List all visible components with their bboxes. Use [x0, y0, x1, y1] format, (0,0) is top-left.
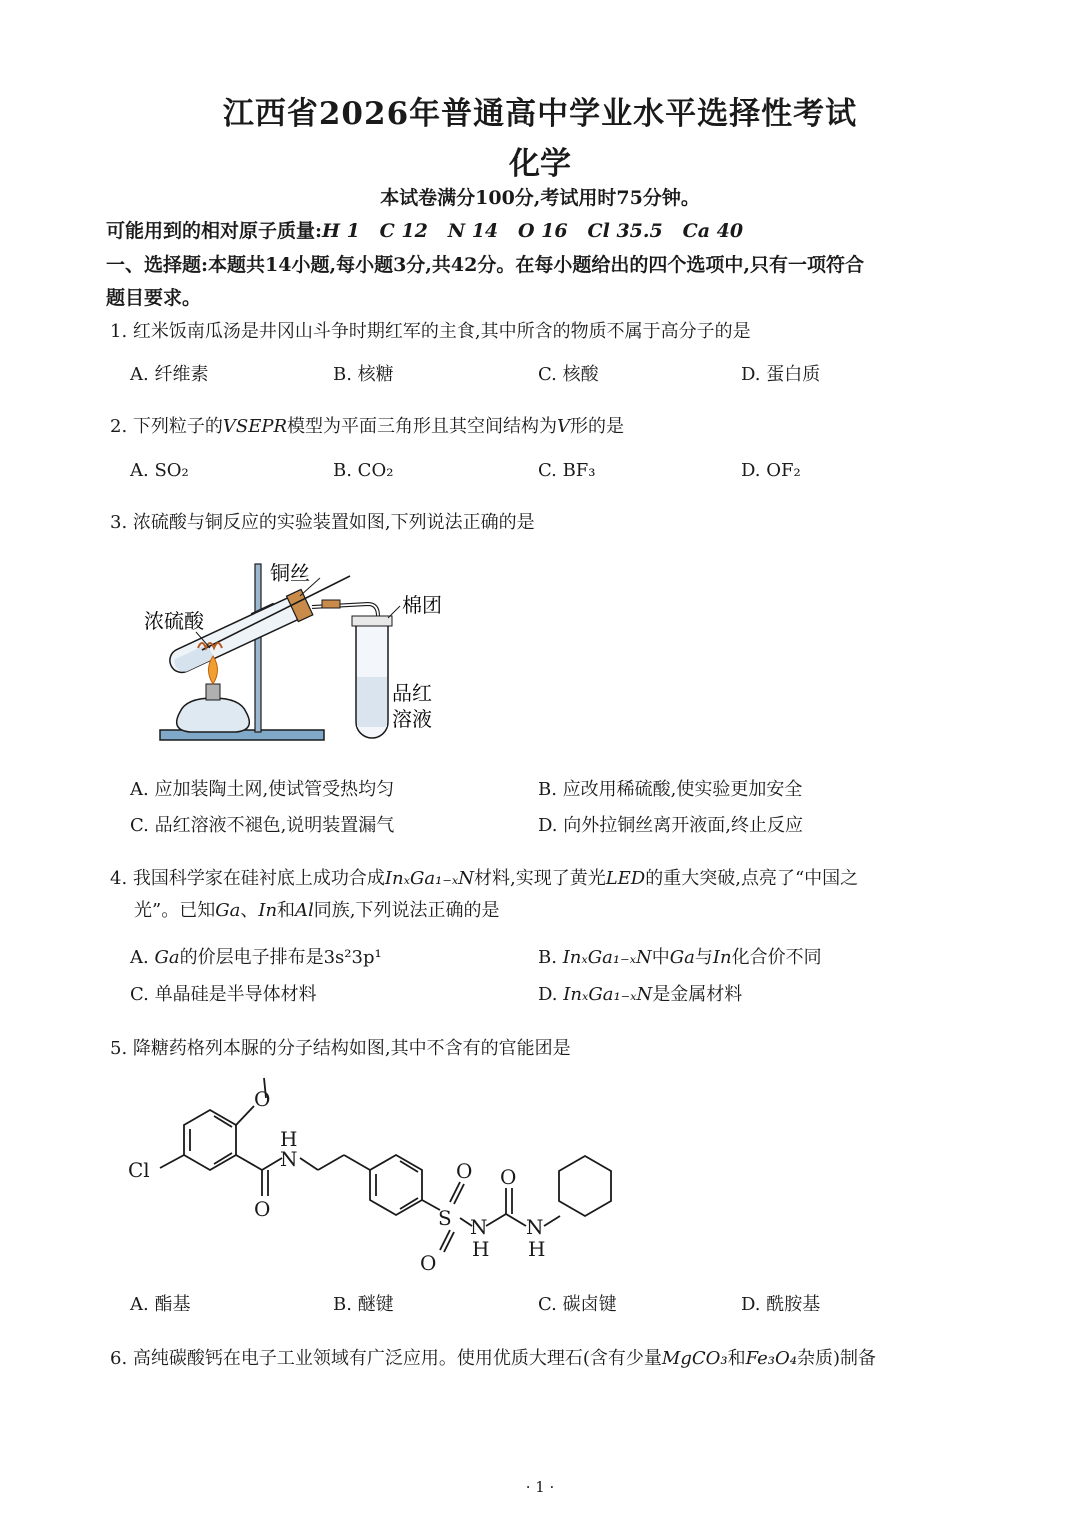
q2-vsepr: VSEPR — [222, 416, 288, 437]
atom-n-urea: N — [526, 1215, 544, 1239]
atomic-mass-line — [106, 216, 743, 243]
question-2-stem — [110, 411, 624, 443]
atom-o-urea: O — [500, 1165, 517, 1189]
q4d-letter: D. — [538, 984, 558, 1005]
q4-text-1: 4. 我国科学家在硅衬底上成功合成 — [110, 868, 385, 889]
question-2-option-c[interactable]: C. BF₃ — [538, 460, 596, 481]
q6-mgco3: MgCO₃ — [661, 1348, 728, 1369]
q4b-text1: 中 — [651, 947, 670, 968]
q4-text-4: 光”。已知 — [134, 900, 216, 921]
atom-o-ether: O — [254, 1087, 271, 1111]
question-1-option-d[interactable]: D. 蛋白质 — [741, 364, 821, 385]
q4-and: 和 — [277, 900, 296, 921]
atom-n-sulfonamide: N — [470, 1215, 488, 1239]
atomic-mass-cl: Cl 35.5 — [587, 220, 663, 242]
q2-v-letter: V — [557, 416, 571, 437]
question-1-option-c[interactable]: C. 核酸 — [538, 364, 599, 385]
atom-cl: Cl — [128, 1158, 150, 1182]
q4b-ga: Ga — [669, 947, 695, 968]
q6-text-1: 6. 高纯碳酸钙在电子工业领域有广泛应用。使用优质大理石(含有少量 — [110, 1348, 662, 1369]
atom-h-urea: H — [528, 1237, 546, 1261]
question-5-option-d[interactable]: D. 酰胺基 — [741, 1294, 821, 1315]
q4b-in: In — [712, 947, 732, 968]
question-2-option-d[interactable]: D. OF₂ — [741, 460, 801, 481]
question-2-option-b[interactable]: B. CO₂ — [333, 460, 394, 481]
question-4-option-d[interactable] — [538, 980, 742, 1010]
question-3-option-d[interactable]: D. 向外拉铜丝离开液面,终止反应 — [538, 815, 803, 836]
atom-o-carbonyl: O — [254, 1197, 271, 1221]
section-heading — [106, 249, 996, 315]
q4-formula: InₓGa₁₋ₓN — [384, 868, 474, 889]
q4a-config: 3s²3p¹ — [323, 947, 382, 968]
question-3-option-c[interactable]: C. 品红溶液不褪色,说明装置漏气 — [130, 815, 395, 836]
label-cotton: 棉团 — [402, 593, 442, 617]
atom-h-amide: H — [280, 1127, 298, 1151]
q4d-text: 是金属材料 — [652, 984, 743, 1005]
atomic-mass-h: H 1 — [322, 220, 360, 242]
exam-title: 江西省2026年普通高中学业水平选择性考试 — [222, 96, 858, 132]
q4-al: Al — [295, 900, 314, 921]
exam-note: 本试卷满分100分,考试用时75分钟。 — [380, 187, 700, 209]
q4-text-2: 材料,实现了黄光 — [473, 868, 606, 889]
label-dye-line2: 溶液 — [392, 707, 432, 731]
question-5-option-c[interactable]: C. 碳卤键 — [538, 1294, 617, 1315]
question-5-option-b[interactable]: B. 醚键 — [333, 1294, 394, 1315]
q4-led: LED — [605, 868, 646, 889]
q2-stem-part2: 模型为平面三角形且其空间结构为 — [287, 416, 558, 437]
atom-s: S — [438, 1206, 452, 1230]
question-1-option-a[interactable]: A. 纤维素 — [130, 364, 209, 385]
q2-stem-part1: 2. 下列粒子的 — [110, 416, 223, 437]
atomic-mass-n: N 14 — [447, 220, 499, 242]
q4a-ga: Ga — [154, 947, 180, 968]
atomic-mass-o: O 16 — [518, 220, 568, 242]
atom-n-amide: N — [280, 1147, 298, 1171]
q4a-text: 的价层电子排布是 — [179, 947, 324, 968]
atom-o-s2: O — [420, 1251, 437, 1275]
q4-in: In — [258, 900, 278, 921]
q4b-letter: B. — [538, 947, 557, 968]
question-5-stem: 5. 降糖药格列本脲的分子结构如图,其中不含有的官能团是 — [110, 1038, 571, 1059]
question-4-stem — [110, 863, 990, 927]
page-number: · 1 · — [525, 1478, 555, 1496]
question-2-option-a[interactable]: A. SO₂ — [130, 460, 189, 481]
question-4-option-b[interactable] — [538, 943, 822, 973]
q6-text-2: 和 — [727, 1348, 746, 1369]
q4-stem-line2 — [110, 895, 990, 927]
question-3-option-b[interactable]: B. 应改用稀硫酸,使实验更加安全 — [538, 779, 803, 800]
q2-stem-part3: 形的是 — [570, 416, 625, 437]
q4b-formula: InₓGa₁₋ₓN — [562, 947, 652, 968]
atom-o-s1: O — [456, 1159, 473, 1183]
section-heading-line1: 一、选择题:本题共14小题,每小题3分,共42分。在每小题给出的四个选项中,只有一项符合 — [106, 254, 864, 276]
label-conc-acid: 浓硫酸 — [144, 609, 204, 633]
q4-ga: Ga — [215, 900, 241, 921]
question-1-option-b[interactable]: B. 核糖 — [333, 364, 394, 385]
question-4-option-c[interactable]: C. 单晶硅是半导体材料 — [130, 984, 317, 1005]
question-5-option-a[interactable]: A. 酯基 — [130, 1294, 191, 1315]
q4d-formula: InₓGa₁₋ₓN — [563, 984, 653, 1005]
q6-fe3o4: Fe₃O₄ — [745, 1348, 797, 1369]
question-3-option-a[interactable]: A. 应加装陶土网,使试管受热均匀 — [130, 779, 395, 800]
label-dye-line1: 品红 — [392, 681, 432, 705]
q4-stem-line1 — [110, 863, 990, 895]
label-copper-wire: 铜丝 — [270, 561, 310, 585]
molecule-figure — [120, 1070, 640, 1280]
question-4-option-a[interactable] — [130, 943, 382, 973]
atomic-mass-c: C 12 — [379, 220, 428, 242]
question-3-stem: 3. 浓硫酸与铜反应的实验装置如图,下列说法正确的是 — [110, 512, 535, 533]
atom-h-sulfonamide: H — [472, 1237, 490, 1261]
atomic-mass-label: 可能用到的相对原子质量: — [106, 220, 323, 242]
atomic-mass-ca: Ca 40 — [682, 220, 744, 242]
question-6-stem — [110, 1343, 990, 1375]
apparatus-figure — [140, 552, 460, 752]
exam-subject: 化学 — [509, 146, 571, 182]
q4a-letter: A. — [130, 947, 149, 968]
q6-text-3: 杂质)制备 — [796, 1348, 877, 1369]
q4-sep: 、 — [240, 900, 259, 921]
q4-text-3: 的重大突破,点亮了“中国之 — [645, 868, 859, 889]
q4b-text2: 与 — [694, 947, 713, 968]
q4b-text3: 化合价不同 — [731, 947, 822, 968]
section-heading-line2: 题目要求。 — [106, 287, 202, 309]
q4-text-5: 同族,下列说法正确的是 — [313, 900, 500, 921]
question-1-stem: 1. 红米饭南瓜汤是井冈山斗争时期红军的主食,其中所含的物质不属于高分子的是 — [110, 321, 751, 342]
